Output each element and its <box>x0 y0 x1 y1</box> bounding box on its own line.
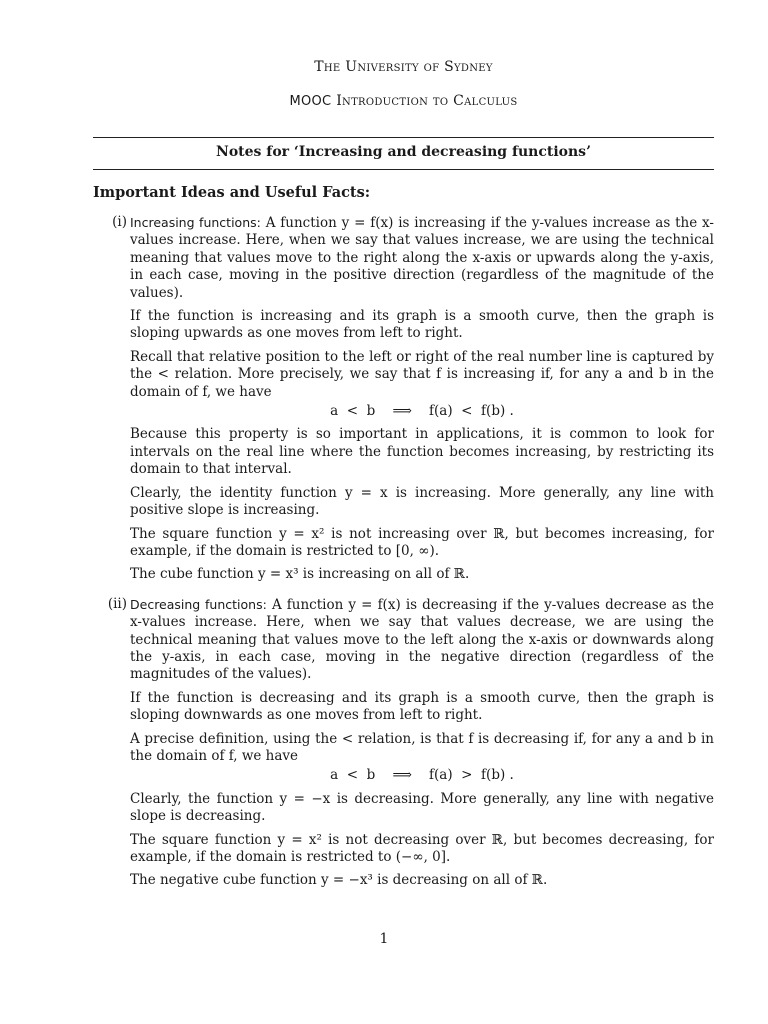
increasing-definition <box>130 214 714 302</box>
increasing-p1: A function y = f(x) is increasing if the y-values increase as the x-values increase. Here, when we say that values increase, we are using the technical meaning that values move to the right along the x-axis or upwards along the y-axis, in each case, moving in the positive direction (regardless of the magnitude of the values). <box>130 215 714 301</box>
course-name: Introduction to Calculus <box>336 93 518 109</box>
decreasing-math: a < b ⟹ f(a) > f(b) . <box>330 767 514 784</box>
list-item-decreasing <box>107 595 714 890</box>
increasing-p2: If the function is increasing and its graph is a smooth curve, then the graph is sloping upwards as one moves from left to right. <box>130 308 714 342</box>
list-item-increasing <box>112 214 714 584</box>
increasing-p4: Because this property is so important in applications, it is common to look for intervals on the real line where the function becomes increasing, by restricting its domain to that interval. <box>130 426 714 478</box>
term-decreasing: Decreasing functions: <box>130 596 267 612</box>
item-label: (ii) <box>107 595 127 612</box>
section-heading: Important Ideas and Useful Facts: <box>93 184 371 201</box>
increasing-p6: The square function y = x² is not increasing over ℝ, but becomes increasing, for example, if the domain is restricted to [0, ∞). <box>130 525 714 559</box>
term-increasing: Increasing functions: <box>130 215 261 230</box>
university-name: The University of Sydney <box>314 59 493 75</box>
page-number: 1 <box>379 931 389 947</box>
increasing-p5: Clearly, the identity function y = x is increasing. More generally, any line with positive slope is increasing. <box>130 484 714 519</box>
decreasing-p1: A function y = f(x) is decreasing if the y-values decrease as the x-values increase. Here, when we say that values decrease, we are using the technical meaning that values move to the left along the x-axis or downwards along the y-axis, in each case, moving in the negative direction (regardless of the magnitudes of the values). <box>130 596 714 683</box>
decreasing-p6: The negative cube function y = −x³ is decreasing on all of ℝ. <box>130 872 548 889</box>
increasing-p7: The cube function y = x³ is increasing on all of ℝ. <box>130 566 470 583</box>
increasing-math: a < b ⟹ f(a) < f(b) . <box>330 403 514 420</box>
decreasing-p2: If the function is decreasing and its graph is a smooth curve, then the graph is sloping downwards as one moves from left to right. <box>130 689 714 724</box>
item-label: (i) <box>112 214 127 230</box>
notes-title: Notes for ‘Increasing and decreasing functions’ <box>216 144 591 160</box>
course-title <box>93 92 714 111</box>
decreasing-p4: Clearly, the function y = −x is decreasing. More generally, any line with negative slope is decreasing. <box>130 790 714 825</box>
decreasing-definition <box>130 596 714 684</box>
document-page <box>93 58 714 896</box>
increasing-p3: Recall that relative position to the left or right of the real number line is captured by the < relation. More precisely, we say that f is increasing if, for any a and b in the domain of f, we have <box>130 348 714 400</box>
decreasing-p3: A precise definition, using the < relation, is that f is decreasing if, for any a and b in the domain of f, we have <box>130 730 714 764</box>
decreasing-p5: The square function y = x² is not decreasing over ℝ, but becomes decreasing, for example, if the domain is restricted to (−∞, 0]. <box>130 831 714 865</box>
bottom-rule <box>93 169 714 170</box>
course-prefix: MOOC <box>289 94 332 109</box>
